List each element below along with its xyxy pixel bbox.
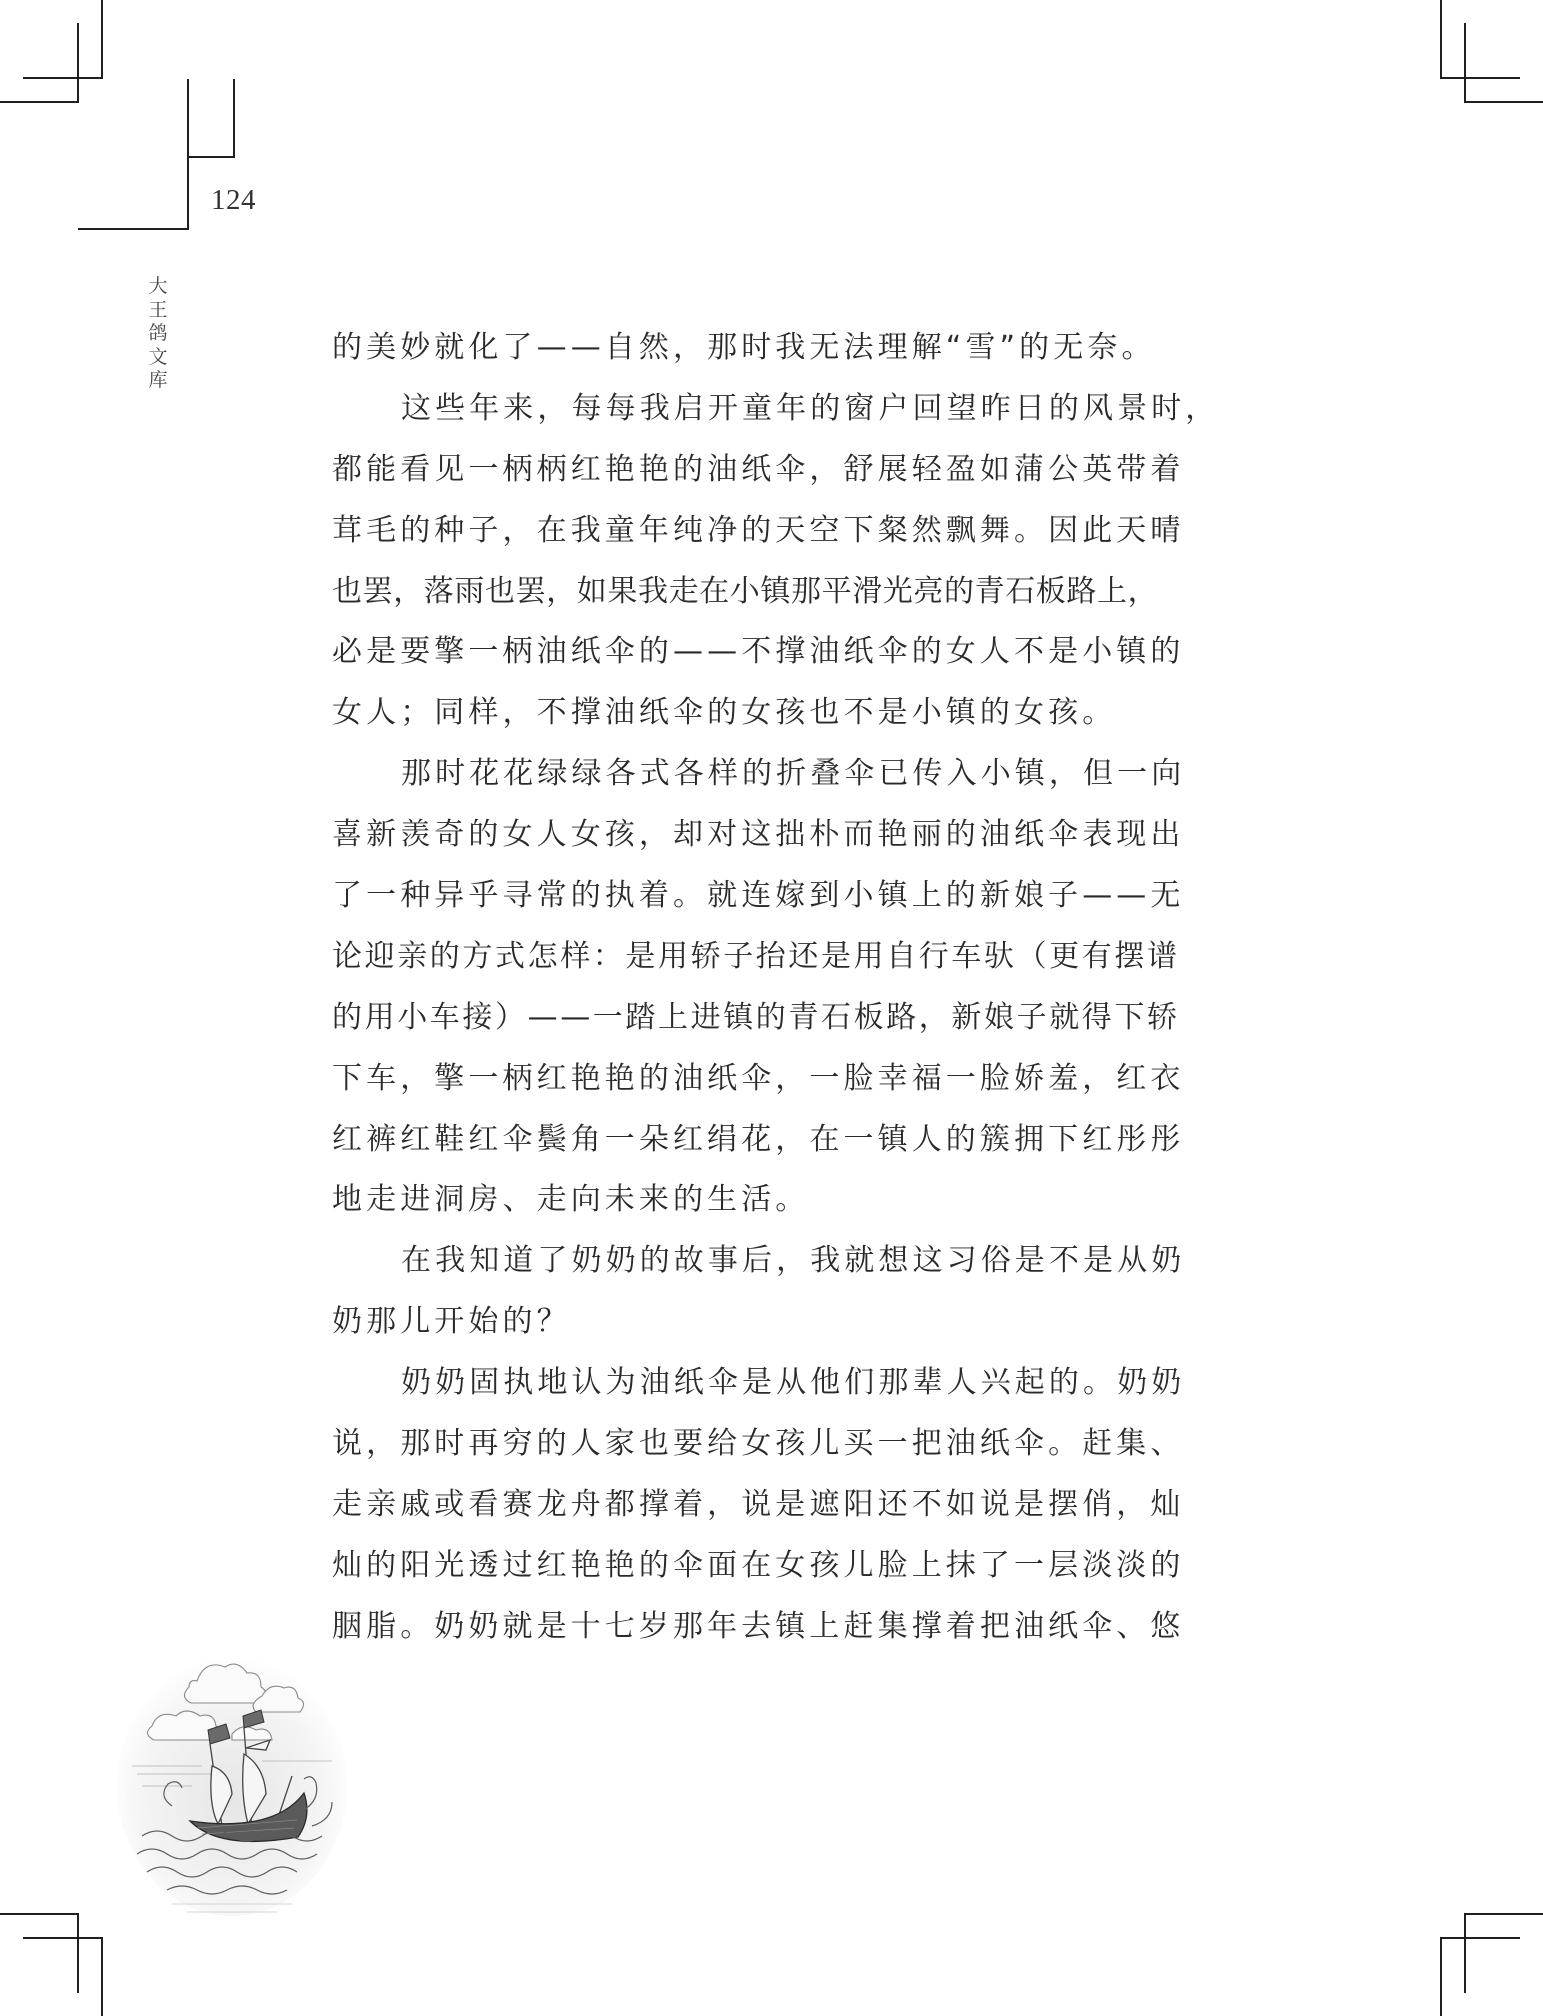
series-title-char: 王 — [148, 298, 168, 321]
crop-mark-top-right-outer-vertical — [1440, 0, 1442, 79]
text-line: 奶那儿开始的？ — [332, 1304, 571, 1340]
text-line: 都能看见一柄柄红艳艳的油纸伞，舒展轻盈如蒲公英带着 — [332, 451, 1185, 487]
text-line: 红裤红鞋红伞鬓角一朵红绢花，在一镇人的簇拥下红彤彤 — [332, 1121, 1185, 1157]
crop-mark-bottom-left-outer-vertical — [77, 1913, 79, 1993]
text-line: 胭脂。奶奶就是十七岁那年去镇上赶集撑着把油纸伞、悠 — [332, 1608, 1185, 1644]
crop-mark-top-right-inner-horizontal — [1464, 101, 1543, 103]
series-title-char: 文 — [148, 345, 168, 368]
text-line-paragraph-start: 这些年来，每每我启开童年的窗户回望昨日的风景时， — [401, 390, 1220, 426]
series-title-char: 大 — [148, 275, 168, 297]
header-ornament-long-vertical — [187, 79, 189, 230]
header-ornament-bottom-horizontal — [78, 228, 189, 230]
text-line: 地走进洞房、走向未来的生活。 — [332, 1182, 810, 1218]
text-line: 茸毛的种子，在我童年纯净的天空下粲然飘舞。因此天晴 — [332, 512, 1185, 548]
text-line-paragraph-start: 在我知道了奶奶的故事后，我就想这习俗是不是从奶 — [401, 1243, 1186, 1279]
text-line: 喜新羡奇的女人女孩，却对这拙朴而艳丽的油纸伞表现出 — [332, 817, 1185, 853]
text-line: 的美妙就化了——自然，那时我无法理解“雪”的无奈。 — [332, 330, 1156, 365]
text-line-paragraph-start: 奶奶固执地认为油纸伞是从他们那辈人兴起的。奶奶 — [401, 1365, 1186, 1401]
text-line-paragraph-start: 那时花花绿绿各式各样的折叠伞已传入小镇，但一向 — [401, 756, 1186, 792]
sailing-ship-illustration — [112, 1636, 352, 1926]
page-number: 124 — [211, 184, 256, 216]
series-title-vertical — [146, 275, 170, 393]
text-line: 的用小车接）——一踏上进镇的青石板路，新娘子就得下轿 — [332, 999, 1180, 1035]
text-line: 走亲戚或看赛龙舟都撑着，说是遮阳还不如说是摆俏，灿 — [332, 1486, 1185, 1522]
crop-mark-bottom-right-outer-horizontal — [1464, 1913, 1543, 1915]
crop-mark-bottom-left-inner-horizontal — [23, 1937, 103, 1939]
text-line: 必是要擎一柄油纸伞的——不撑油纸伞的女人不是小镇的 — [332, 634, 1185, 670]
crop-mark-top-left-inner-vertical — [77, 23, 79, 103]
series-title-char: 库 — [148, 369, 168, 391]
crop-mark-top-left-outer-vertical — [101, 0, 103, 79]
crop-mark-bottom-left-outer-horizontal — [0, 1913, 79, 1915]
header-ornament-short-vertical — [233, 79, 235, 158]
crop-mark-bottom-right-inner-horizontal — [1440, 1937, 1520, 1939]
text-line: 也罢，落雨也罢，如果我走在小镇那平滑光亮的青石板路上， — [332, 573, 1159, 609]
text-line: 论迎亲的方式怎样：是用轿子抬还是用自行车驮（更有摆谱 — [332, 938, 1180, 974]
crop-mark-top-left-inner-horizontal — [0, 101, 79, 103]
text-line: 了一种异乎寻常的执着。就连嫁到小镇上的新娘子——无 — [332, 878, 1185, 914]
crop-mark-top-right-outer-horizontal — [1440, 77, 1520, 79]
text-line: 下车，擎一柄红艳艳的油纸伞，一脸幸福一脸娇羞，红衣 — [332, 1060, 1185, 1096]
text-line: 女人；同样，不撑油纸伞的女孩也不是小镇的女孩。 — [332, 695, 1117, 731]
crop-mark-bottom-left-inner-vertical — [101, 1937, 103, 2016]
crop-mark-top-left-outer-horizontal — [23, 77, 103, 79]
crop-mark-bottom-right-outer-vertical — [1464, 1913, 1466, 1993]
header-ornament-middle-horizontal — [187, 156, 235, 158]
crop-mark-bottom-right-inner-vertical — [1440, 1937, 1442, 2016]
series-title-char: 鸽 — [148, 322, 168, 344]
crop-mark-top-right-inner-vertical — [1464, 23, 1466, 103]
sailing-ship-icon — [112, 1636, 352, 1926]
body-text — [332, 326, 1220, 1666]
text-line: 说，那时再穷的人家也要给女孩儿买一把油纸伞。赶集、 — [332, 1426, 1185, 1462]
text-line: 灿的阳光透过红艳艳的伞面在女孩儿脸上抹了一层淡淡的 — [332, 1547, 1185, 1583]
